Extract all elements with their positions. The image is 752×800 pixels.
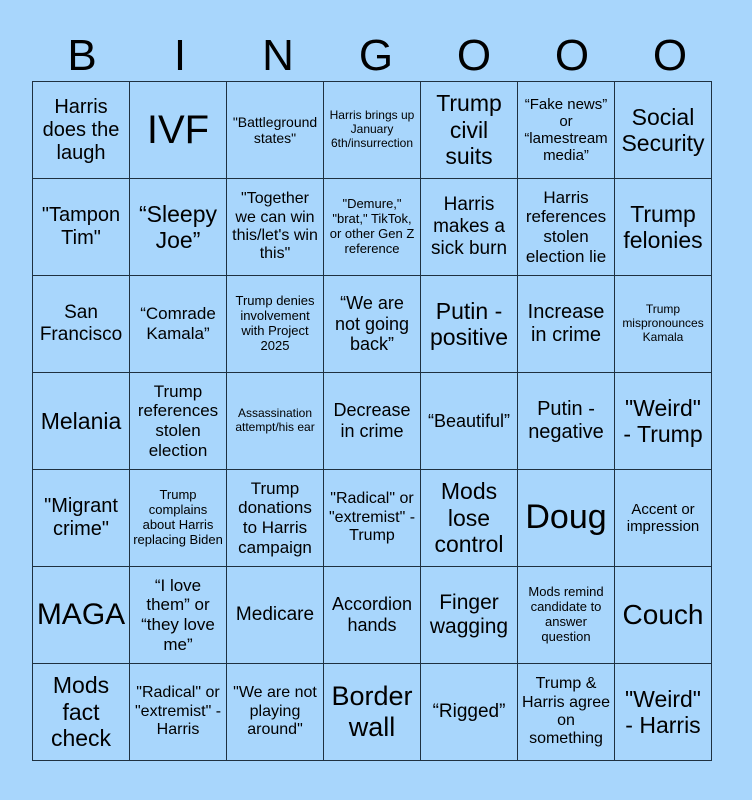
bingo-cell[interactable]: Accordion hands (324, 567, 421, 664)
bingo-cell[interactable]: San Francisco (33, 276, 130, 373)
bingo-cell[interactable]: “Rigged” (421, 664, 518, 761)
bingo-cell[interactable]: Trump complains about Harris replacing Biden (130, 470, 227, 567)
bingo-cell[interactable]: "Radical" or "extremist" - Trump (324, 470, 421, 567)
header-letter: O (456, 31, 492, 80)
bingo-cell[interactable]: Trump donations to Harris campaign (227, 470, 324, 567)
bingo-cell[interactable]: Mods fact check (33, 664, 130, 761)
bingo-cell[interactable]: Trump felonies (615, 179, 712, 276)
header-letter: B (67, 31, 97, 80)
bingo-cell[interactable]: "Together we can win this/let's win this" (227, 179, 324, 276)
bingo-header (33, 30, 719, 82)
bingo-cell[interactable]: Border wall (324, 664, 421, 761)
bingo-cell[interactable]: “Comrade Kamala” (130, 276, 227, 373)
bingo-row (33, 179, 712, 276)
bingo-row (33, 82, 712, 179)
bingo-cell[interactable]: “Beautiful” (421, 373, 518, 470)
bingo-cell[interactable]: Trump denies involvement with Project 2025 (227, 276, 324, 373)
bingo-cell[interactable]: Medicare (227, 567, 324, 664)
bingo-cell[interactable]: IVF (130, 82, 227, 179)
bingo-cell[interactable]: "Demure," "brat," TikTok, or other Gen Z reference (324, 179, 421, 276)
bingo-cell[interactable]: Melania (33, 373, 130, 470)
bingo-cell[interactable]: Doug (518, 470, 615, 567)
bingo-cell[interactable]: Assassination attempt/his ear (227, 373, 324, 470)
bingo-cell[interactable]: "Migrant crime" (33, 470, 130, 567)
bingo-cell[interactable]: Harris makes a sick burn (421, 179, 518, 276)
bingo-row (33, 470, 712, 567)
bingo-cell[interactable]: Putin - positive (421, 276, 518, 373)
header-letter: O (652, 31, 688, 80)
bingo-cell[interactable]: Trump civil suits (421, 82, 518, 179)
bingo-grid (32, 81, 712, 761)
bingo-cell[interactable]: Finger wagging (421, 567, 518, 664)
bingo-cell[interactable]: “Fake news” or “lamestream media” (518, 82, 615, 179)
bingo-cell[interactable]: "Battleground states" (227, 82, 324, 179)
bingo-cell[interactable]: "Tampon Tim" (33, 179, 130, 276)
bingo-cell[interactable]: Putin - negative (518, 373, 615, 470)
bingo-cell[interactable]: Trump & Harris agree on something (518, 664, 615, 761)
bingo-cell[interactable]: "Weird" - Trump (615, 373, 712, 470)
bingo-cell[interactable]: MAGA (33, 567, 130, 664)
bingo-row (33, 567, 712, 664)
bingo-cell[interactable]: “Sleepy Joe” (130, 179, 227, 276)
bingo-cell[interactable]: Harris does the laugh (33, 82, 130, 179)
bingo-row (33, 373, 712, 470)
bingo-cell[interactable]: "Weird" - Harris (615, 664, 712, 761)
bingo-cell[interactable]: Mods remind candidate to answer question (518, 567, 615, 664)
bingo-cell[interactable]: “I love them” or “they love me” (130, 567, 227, 664)
header-letter: O (554, 31, 590, 80)
bingo-cell[interactable]: Trump mispronounces Kamala (615, 276, 712, 373)
header-letter: N (262, 31, 294, 80)
bingo-cell[interactable]: Couch (615, 567, 712, 664)
bingo-cell[interactable]: "Radical" or "extremist" - Harris (130, 664, 227, 761)
bingo-cell[interactable]: “We are not going back” (324, 276, 421, 373)
bingo-cell[interactable]: Accent or impression (615, 470, 712, 567)
header-letter: I (173, 31, 187, 80)
bingo-cell[interactable]: Mods lose control (421, 470, 518, 567)
bingo-cell[interactable]: Harris references stolen election lie (518, 179, 615, 276)
bingo-row (33, 664, 712, 761)
bingo-cell[interactable]: "We are not playing around" (227, 664, 324, 761)
bingo-cell[interactable]: Decrease in crime (324, 373, 421, 470)
bingo-cell[interactable]: Harris brings up January 6th/insurrection (324, 82, 421, 179)
bingo-row (33, 276, 712, 373)
bingo-cell[interactable]: Social Security (615, 82, 712, 179)
header-letter: G (358, 31, 394, 80)
bingo-cell[interactable]: Trump references stolen election (130, 373, 227, 470)
bingo-cell[interactable]: Increase in crime (518, 276, 615, 373)
